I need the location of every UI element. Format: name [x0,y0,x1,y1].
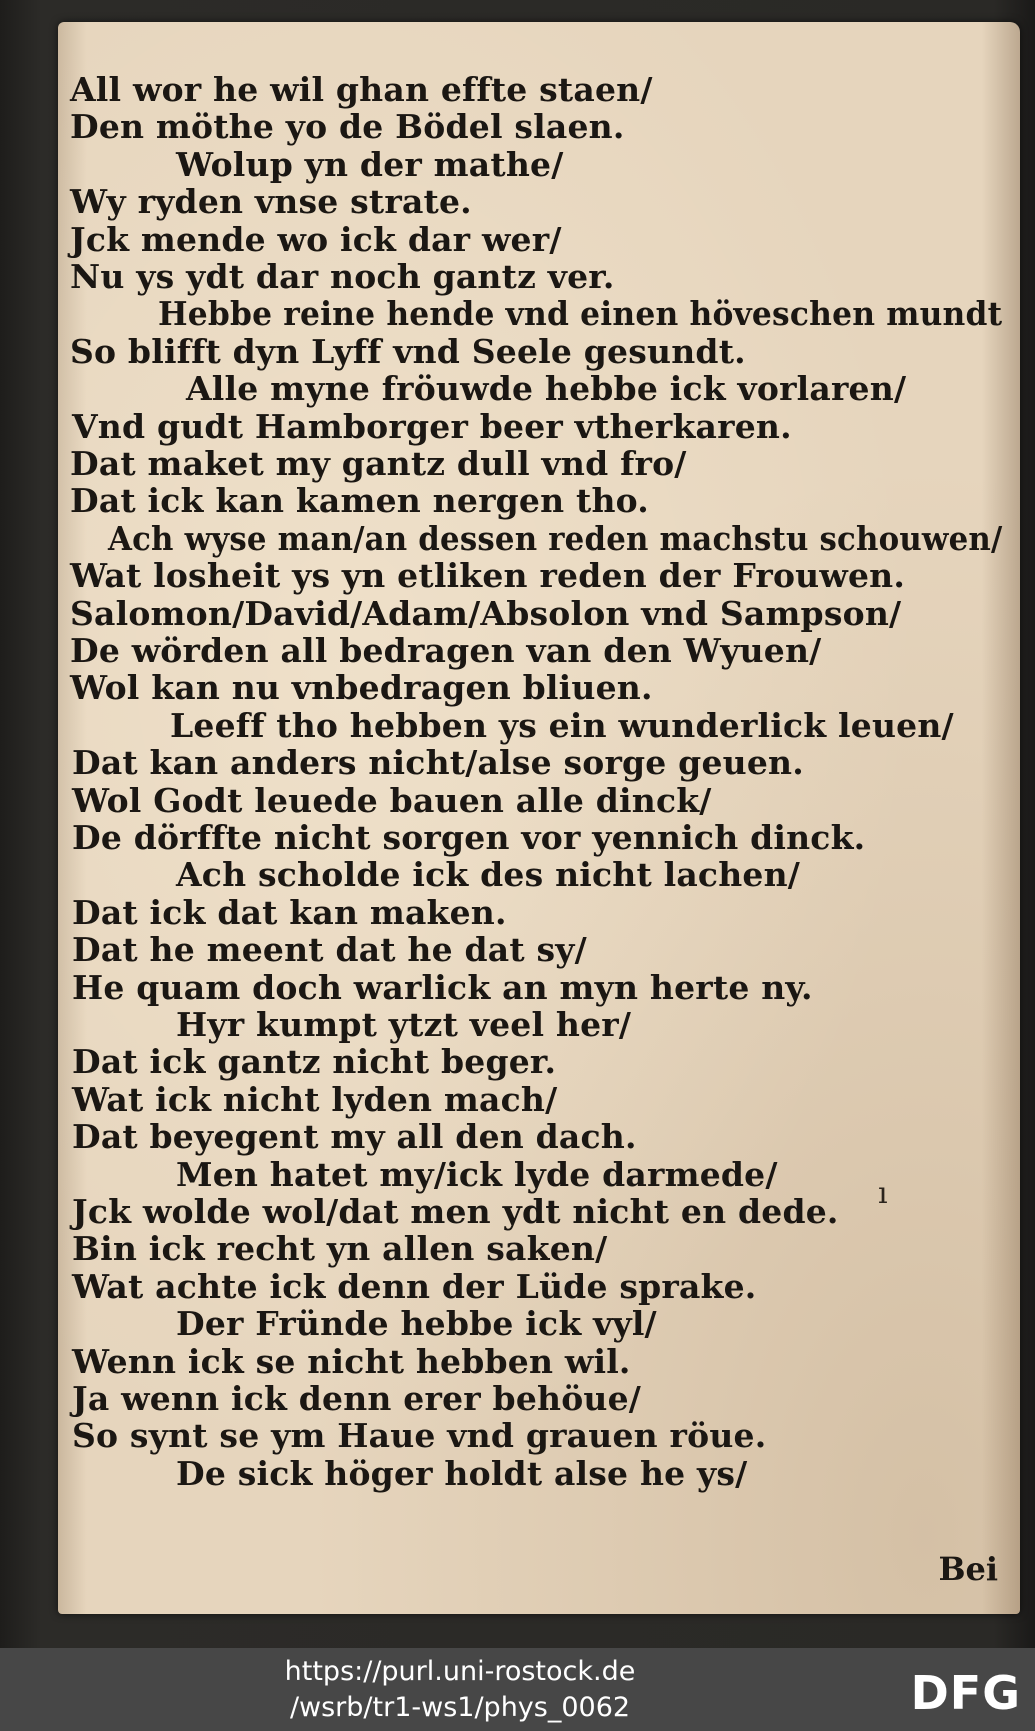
text-line: Bin ick recht yn allen saken/ [72,1229,608,1269]
dfg-logo: DFG [910,1666,1021,1720]
text-line: So synt se ym Haue vnd grauen röue. [72,1416,767,1456]
text-line: Dat maket my gantz dull vnd fro/ [70,444,687,483]
text-line: Wat achte ick denn der Lüde sprake. [72,1266,757,1306]
text-line: Wolup yn der mathe/ [176,144,564,184]
text-line: Wat losheit ys yn etliken reden der Frouwen. [70,556,906,596]
text-line: De dörffte nicht sorgen vor yennich dinck. [72,818,866,857]
text-line: Hebbe reine hende vnd einen höveschen mundt [158,294,1003,334]
text-line: Salomon/David/Adam/Absolon vnd Sampson/ [70,593,902,633]
text-line: Vnd gudt Hamborger beer vtherkaren. [72,406,792,446]
text-line: Ach scholde ick des nicht lachen/ [176,855,801,895]
text-line: Wenn ick se nicht hebben wil. [72,1341,631,1381]
text-line: De sick höger holdt alse he ys/ [176,1453,748,1493]
text-line: Wat ick nicht lyden mach/ [72,1079,558,1119]
text-line: Dat ick dat kan maken. [72,892,507,932]
text-line: Der Fründe hebbe ick vyl/ [176,1304,657,1344]
footer-url-line1[interactable]: https://purl.uni-rostock.de [284,1656,636,1687]
text-line: Dat kan anders nicht/alse sorge geuen. [72,743,804,783]
text-line: He quam doch warlick an myn herte ny. [72,967,813,1007]
text-line: Jck mende wo ick dar wer/ [70,219,562,259]
text-line: Dat beyegent my all den dach. [72,1117,637,1157]
footer-bar [0,1648,1035,1731]
stray-mark: ı [878,1176,888,1211]
text-line: De wörden all bedragen van den Wyuen/ [70,631,822,670]
text-line: Ach wyse man/an dessen reden machstu schouwen/ [108,518,1003,558]
text-line: Dat ick gantz nicht beger. [72,1042,557,1082]
text-line: Ja wenn ick denn erer behöue/ [72,1379,642,1418]
text-line: Wol kan nu vnbedragen bliuen. [70,668,653,708]
text-line: Den möthe yo de Bödel slaen. [70,107,625,147]
text-block [58,22,1020,1614]
text-line: Alle myne fröuwde hebbe ick vorlaren/ [186,369,907,409]
text-line: Dat ick kan kamen nergen tho. [70,481,649,521]
text-line: Men hatet my/ick lyde darmede/ [176,1154,778,1194]
text-line: Wy ryden vnse strate. [70,182,472,222]
text-line: All wor he wil ghan effte staen/ [70,70,653,109]
text-line: Jck wolde wol/dat men ydt nicht en dede. [72,1192,839,1231]
text-line: Dat he meent dat he dat sy/ [72,930,587,970]
text-line: Wol Godt leuede bauen alle dinck/ [72,780,712,820]
text-line: So blifft dyn Lyff vnd Seele gesundt. [70,331,746,371]
catchword: Bei [938,1550,998,1588]
text-line: Nu ys ydt dar noch gantz ver. [70,257,615,296]
book-page [58,22,1020,1614]
text-line: Hyr kumpt ytzt veel her/ [176,1005,632,1044]
text-line: Leeff tho hebben ys ein wunderlick leuen/ [170,705,954,745]
footer-url-line2[interactable]: /wsrb/tr1-ws1/phys_0062 [289,1692,631,1723]
